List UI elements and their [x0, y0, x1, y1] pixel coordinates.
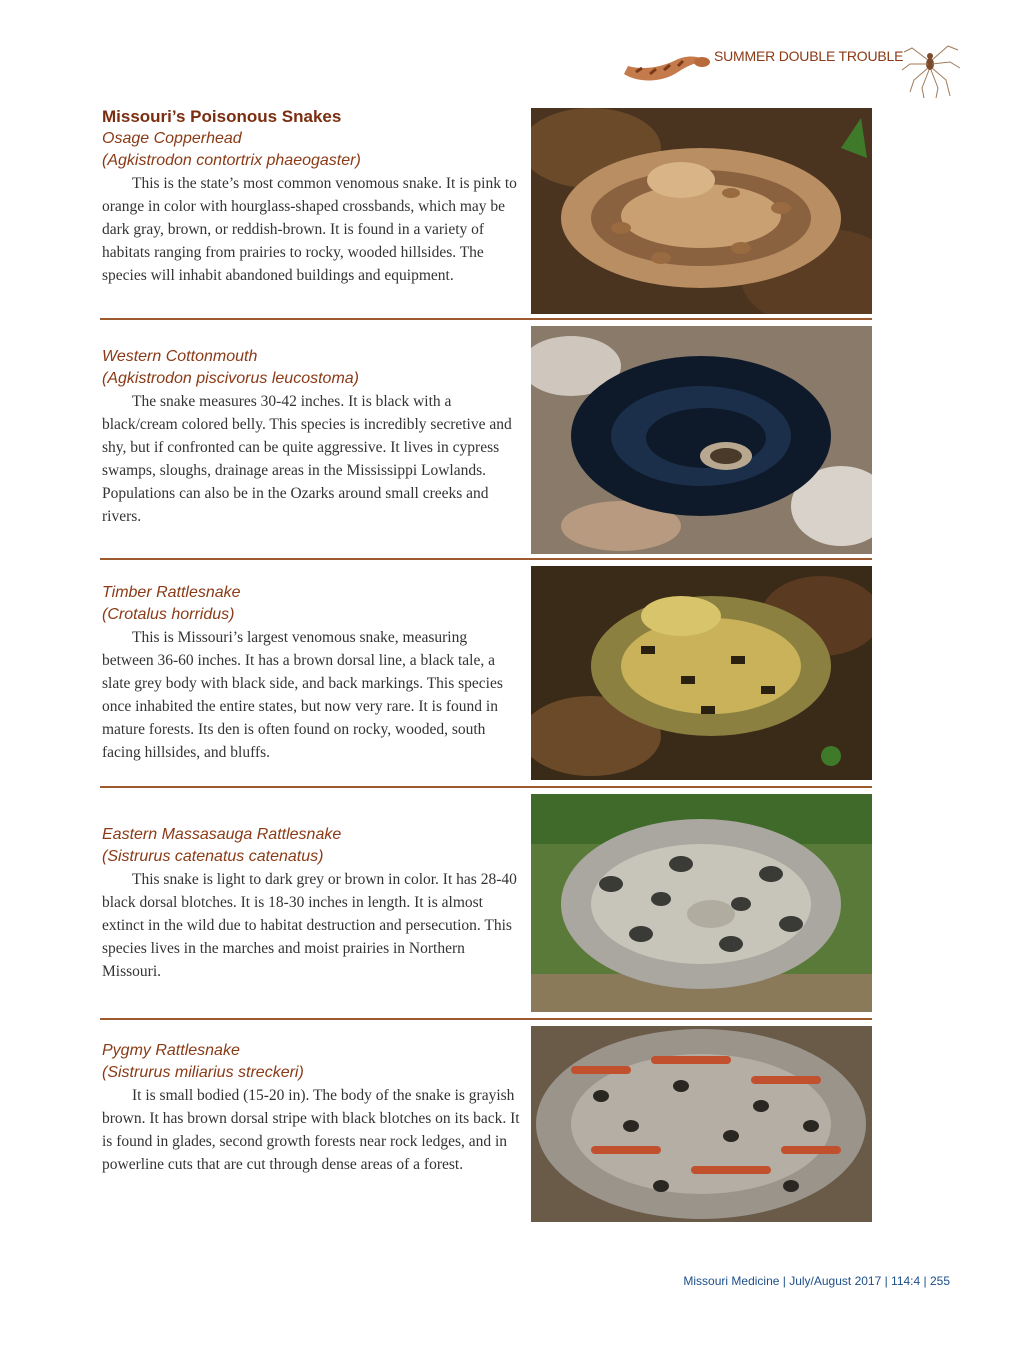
scientific-name: (Crotalus horridus): [102, 606, 235, 623]
section-divider: [100, 558, 872, 560]
section-divider: [100, 318, 872, 320]
page-header: [610, 30, 970, 100]
page-title: Missouri’s Poisonous Snakes: [102, 107, 342, 126]
common-name: Eastern Massasauga Rattlesnake: [102, 826, 342, 843]
common-name: Western Cottonmouth: [102, 348, 258, 365]
snake-description: This snake is light to dark grey or brown in color. It has 28-40 black dorsal blotches. It is 18-30 inches in length. It is almost extinct in the wild due to habitat destruction and persecution. This species lives in the marches and moist prairies in Northern Missouri.: [102, 871, 517, 980]
spider-icon: [898, 30, 962, 100]
snake-section-cottonmouth: [100, 326, 872, 556]
copperhead-icon: [616, 38, 712, 86]
scientific-name: (Agkistrodon contortrix phaeogaster): [102, 152, 361, 169]
page-footer: Missouri Medicine | July/August 2017 | 114:4 | 255: [683, 1274, 950, 1288]
cottonmouth-photo: [531, 326, 872, 554]
snake-section-pygmy-rattlesnake: [100, 1026, 872, 1222]
scientific-name: (Sistrurus catenatus catenatus): [102, 848, 324, 865]
scientific-name: (Agkistrodon piscivorus leucostoma): [102, 370, 359, 387]
common-name: Timber Rattlesnake: [102, 584, 241, 601]
snake-section-timber-rattlesnake: [100, 566, 872, 782]
snake-description: This is the state’s most common venomous snake. It is pink to orange in color with hourglass-shaped crossbands, which may be dark gray, brown, or reddish-brown. It is found in a variety of habitats ranging from prairies to rocky, wooded hillsides. The species will inhabit abandoned buildings and equipment.: [102, 175, 517, 284]
section-divider: [100, 1018, 872, 1020]
snake-description: The snake measures 30-42 inches. It is black with a black/cream colored belly. This species is incredibly secretive and shy, but if confronted can be quite aggressive. It lives in cypress swamps, sloughs, drainage areas in the Mississippi Lowlands. Populations can also be in the Ozarks around small creeks and rivers.: [102, 393, 512, 525]
section-divider: [100, 786, 872, 788]
timber-rattlesnake-photo: [531, 566, 872, 780]
snake-description: It is small bodied (15-20 in). The body of the snake is grayish brown. It has brown dorsal stripe with black blotches on its back. It is found in glades, second growth forests near rock ledges, and in powerline cuts that are cut through dense areas of a forest.: [102, 1087, 520, 1173]
copperhead-photo: [531, 108, 872, 314]
common-name: Osage Copperhead: [102, 130, 242, 147]
common-name: Pygmy Rattlesnake: [102, 1042, 240, 1059]
snake-section-copperhead: [100, 106, 872, 316]
snake-section-massasauga: [100, 794, 872, 1014]
pygmy-rattlesnake-photo: [531, 1026, 872, 1222]
snake-description: This is Missouri’s largest venomous snake, measuring between 36-60 inches. It has a brown dorsal line, a black tale, a slate grey body with black side, and back markings. This species once inhabited the entire states, but now very rare. It is found in mature forests. Its den is often found on rocky, wooded, south facing hillsides, and bluffs.: [102, 629, 503, 761]
header-title: SUMMER DOUBLE TROUBLE: [714, 48, 904, 64]
massasauga-photo: [531, 794, 872, 1012]
scientific-name: (Sistrurus miliarius streckeri): [102, 1064, 304, 1081]
